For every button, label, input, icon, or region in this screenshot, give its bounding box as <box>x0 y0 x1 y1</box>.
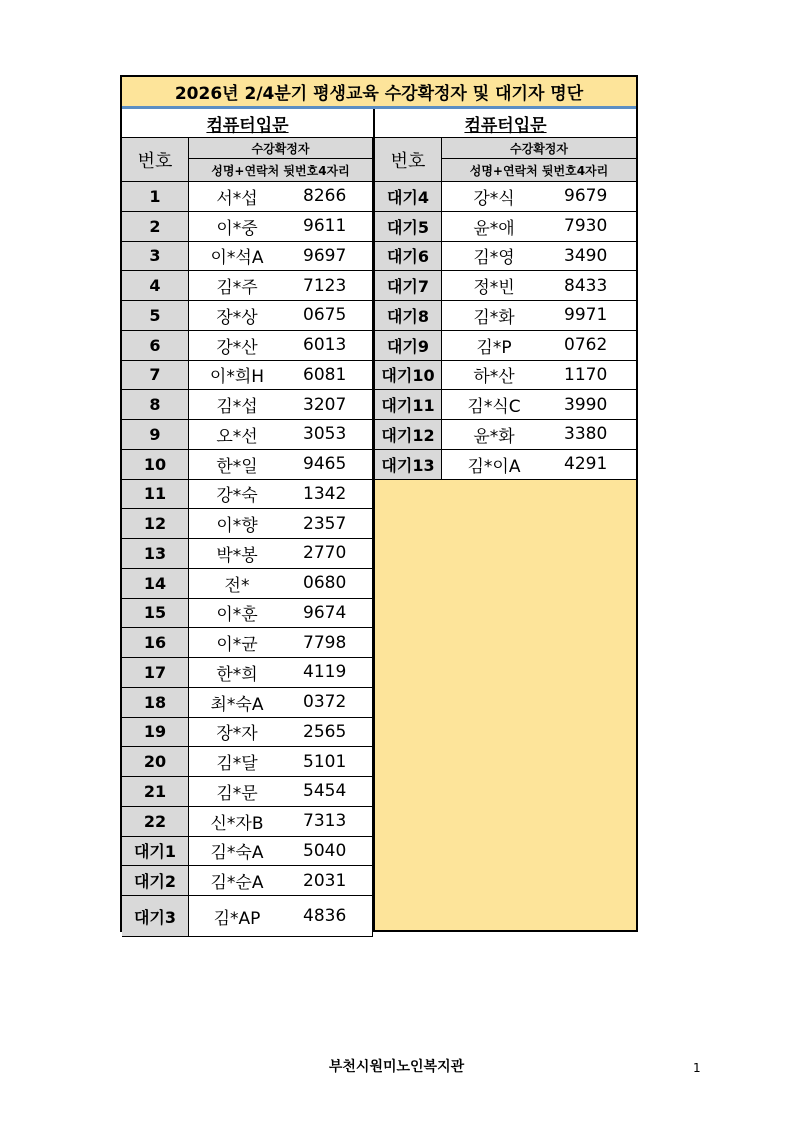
column-divider <box>373 109 375 930</box>
row-number: 17 <box>122 658 189 688</box>
row-number: 14 <box>122 569 189 599</box>
person-name: 이*향 <box>189 509 285 539</box>
person-name: 오*선 <box>189 420 285 450</box>
right-header-detail: 성명+연락처 뒷번호4자리 <box>442 159 636 182</box>
row-number: 19 <box>122 718 189 748</box>
row-number: 18 <box>122 688 189 718</box>
phone-last4: 3990 <box>546 390 636 420</box>
page-number: 1 <box>693 1061 701 1075</box>
row-number: 15 <box>122 599 189 629</box>
phone-last4: 9971 <box>546 301 636 331</box>
phone-last4: 8433 <box>546 271 636 301</box>
person-name: 김*AP <box>189 896 285 937</box>
phone-last4: 5101 <box>285 747 373 777</box>
left-header-number: 번호 <box>122 138 189 182</box>
person-name: 강*산 <box>189 331 285 361</box>
person-name: 김*영 <box>442 242 546 272</box>
person-name: 이*중 <box>189 212 285 242</box>
person-name: 김*문 <box>189 777 285 807</box>
person-name: 김*P <box>442 331 546 361</box>
phone-last4: 0675 <box>285 301 373 331</box>
phone-last4: 9611 <box>285 212 373 242</box>
row-number: 대기1 <box>122 837 189 867</box>
person-name: 이*희H <box>189 361 285 391</box>
person-name: 하*산 <box>442 361 546 391</box>
phone-last4: 5454 <box>285 777 373 807</box>
person-name: 최*숙A <box>189 688 285 718</box>
row-number: 대기11 <box>375 390 442 420</box>
row-number: 대기5 <box>375 212 442 242</box>
row-number: 대기12 <box>375 420 442 450</box>
footer-organization: 부천시원미노인복지관 <box>328 1059 465 1075</box>
row-number: 6 <box>122 331 189 361</box>
person-name: 이*균 <box>189 628 285 658</box>
row-number: 대기8 <box>375 301 442 331</box>
phone-last4: 9697 <box>285 242 373 272</box>
row-number: 대기3 <box>122 896 189 937</box>
person-name: 김*순A <box>189 866 285 896</box>
phone-last4: 9674 <box>285 599 373 629</box>
row-number: 2 <box>122 212 189 242</box>
person-name: 한*희 <box>189 658 285 688</box>
person-name: 윤*화 <box>442 420 546 450</box>
row-number: 1 <box>122 182 189 212</box>
roster-table <box>120 75 638 932</box>
row-number: 대기4 <box>375 182 442 212</box>
person-name: 박*봉 <box>189 539 285 569</box>
person-name: 김*섭 <box>189 390 285 420</box>
phone-last4: 9679 <box>546 182 636 212</box>
person-name: 김*식C <box>442 390 546 420</box>
phone-last4: 4291 <box>546 450 636 480</box>
phone-last4: 4119 <box>285 658 373 688</box>
row-number: 대기9 <box>375 331 442 361</box>
person-name: 서*섭 <box>189 182 285 212</box>
phone-last4: 1342 <box>285 480 373 510</box>
left-course-title: 컴퓨터입문 <box>122 109 373 138</box>
row-number: 대기6 <box>375 242 442 272</box>
row-number: 16 <box>122 628 189 658</box>
phone-last4: 3207 <box>285 390 373 420</box>
person-name: 김*화 <box>442 301 546 331</box>
right-header-confirmed: 수강확정자 <box>442 138 636 159</box>
person-name: 신*자B <box>189 807 285 837</box>
person-name: 강*식 <box>442 182 546 212</box>
row-number: 22 <box>122 807 189 837</box>
phone-last4: 0680 <box>285 569 373 599</box>
row-number: 11 <box>122 480 189 510</box>
phone-last4: 7930 <box>546 212 636 242</box>
phone-last4: 0762 <box>546 331 636 361</box>
phone-last4: 3053 <box>285 420 373 450</box>
row-number: 13 <box>122 539 189 569</box>
person-name: 이*훈 <box>189 599 285 629</box>
right-course-title: 컴퓨터입문 <box>375 109 636 138</box>
row-number: 9 <box>122 420 189 450</box>
person-name: 장*상 <box>189 301 285 331</box>
person-name: 김*주 <box>189 271 285 301</box>
row-number: 7 <box>122 361 189 391</box>
phone-last4: 4836 <box>285 896 373 937</box>
row-number: 대기10 <box>375 361 442 391</box>
row-number: 4 <box>122 271 189 301</box>
phone-last4: 2770 <box>285 539 373 569</box>
left-header-detail: 성명+연락처 뒷번호4자리 <box>189 159 373 182</box>
person-name: 김*숙A <box>189 837 285 867</box>
row-number: 대기13 <box>375 450 442 480</box>
phone-last4: 6081 <box>285 361 373 391</box>
person-name: 정*빈 <box>442 271 546 301</box>
phone-last4: 7798 <box>285 628 373 658</box>
phone-last4: 0372 <box>285 688 373 718</box>
row-number: 20 <box>122 747 189 777</box>
row-number: 12 <box>122 509 189 539</box>
phone-last4: 9465 <box>285 450 373 480</box>
phone-last4: 2357 <box>285 509 373 539</box>
document-title: 2026년 2/4분기 평생교육 수강확정자 및 대기자 명단 <box>122 77 636 109</box>
phone-last4: 5040 <box>285 837 373 867</box>
phone-last4: 3490 <box>546 242 636 272</box>
right-header-number: 번호 <box>375 138 442 182</box>
row-number: 8 <box>122 390 189 420</box>
person-name: 강*숙 <box>189 480 285 510</box>
phone-last4: 7123 <box>285 271 373 301</box>
phone-last4: 7313 <box>285 807 373 837</box>
person-name: 한*일 <box>189 450 285 480</box>
person-name: 윤*애 <box>442 212 546 242</box>
row-number: 10 <box>122 450 189 480</box>
row-number: 대기7 <box>375 271 442 301</box>
phone-last4: 2565 <box>285 718 373 748</box>
phone-last4: 8266 <box>285 182 373 212</box>
person-name: 전* <box>189 569 285 599</box>
row-number: 대기2 <box>122 866 189 896</box>
phone-last4: 1170 <box>546 361 636 391</box>
phone-last4: 6013 <box>285 331 373 361</box>
row-number: 3 <box>122 242 189 272</box>
person-name: 이*석A <box>189 242 285 272</box>
person-name: 김*달 <box>189 747 285 777</box>
row-number: 21 <box>122 777 189 807</box>
person-name: 장*자 <box>189 718 285 748</box>
phone-last4: 2031 <box>285 866 373 896</box>
row-number: 5 <box>122 301 189 331</box>
phone-last4: 3380 <box>546 420 636 450</box>
left-header-confirmed: 수강확정자 <box>189 138 373 159</box>
person-name: 김*이A <box>442 450 546 480</box>
